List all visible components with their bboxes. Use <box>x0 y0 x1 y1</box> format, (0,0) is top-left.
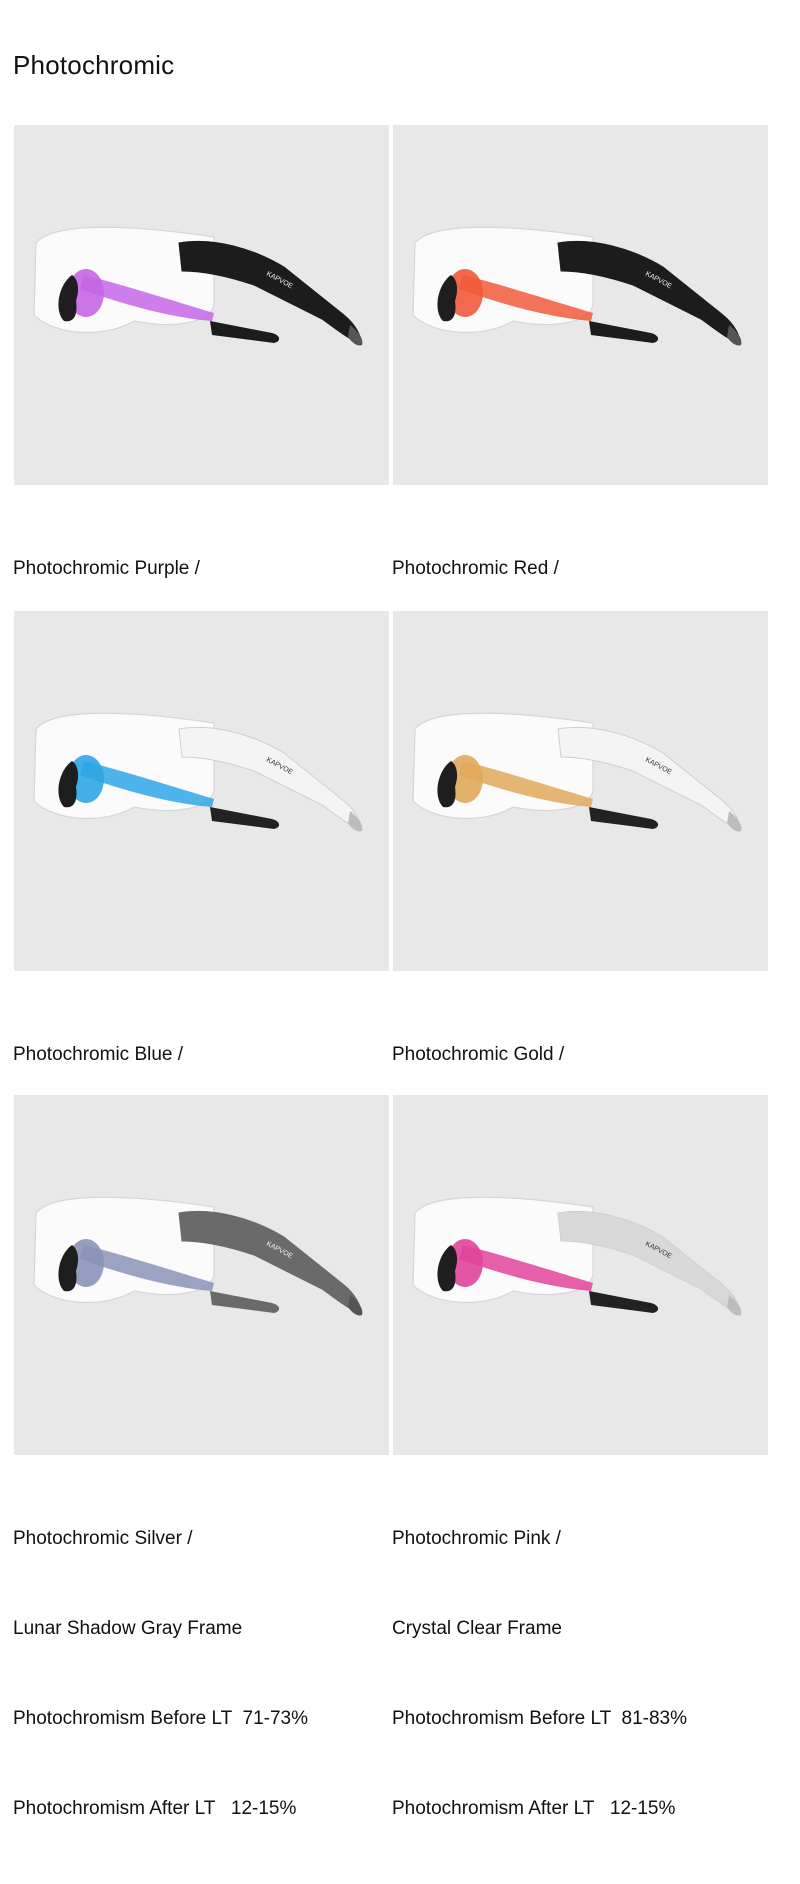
product-frame: Lunar Shadow Gray Frame <box>13 1618 243 1639</box>
temple-tip <box>589 321 658 343</box>
sunglasses-image <box>14 125 389 485</box>
brand-logo: KAPVOE <box>644 756 673 777</box>
product-image[interactable] <box>393 1095 768 1455</box>
product-image[interactable] <box>393 611 768 971</box>
product-name: Photochromic Blue / <box>13 1044 184 1065</box>
product-info <box>392 1464 772 1884</box>
product-image[interactable] <box>14 125 389 485</box>
product-image[interactable] <box>14 611 389 971</box>
brand-logo: KAPVOE <box>265 756 294 777</box>
product-before-lt: Photochromism Before LT 71-73% <box>13 1708 308 1729</box>
product-name: Photochromic Silver / <box>13 1528 193 1549</box>
brand-logo: KAPVOE <box>265 270 294 291</box>
sunglasses-image <box>393 611 768 971</box>
product-info <box>13 1464 393 1884</box>
sunglasses-image <box>393 125 768 485</box>
brand-logo: KAPVOE <box>644 1240 673 1261</box>
temple-tip <box>589 1291 658 1313</box>
temple-tip <box>210 807 279 829</box>
brand-logo: KAPVOE <box>644 270 673 291</box>
sunglasses-image <box>393 1095 768 1455</box>
product-after-lt: Photochromism After LT 12-15% <box>13 1798 297 1819</box>
temple-tip <box>589 807 658 829</box>
product-image[interactable] <box>14 1095 389 1455</box>
product-name: Photochromic Pink / <box>392 1528 561 1549</box>
product-name: Photochromic Purple / <box>13 558 200 579</box>
brand-logo: KAPVOE <box>265 1240 294 1261</box>
sunglasses-image <box>14 611 389 971</box>
temple-tip <box>210 1291 279 1313</box>
product-image[interactable] <box>393 125 768 485</box>
sunglasses-image <box>14 1095 389 1455</box>
product-name: Photochromic Red / <box>392 558 559 579</box>
section-title: Photochromic <box>13 50 175 80</box>
product-after-lt: Photochromism After LT 12-15% <box>392 1798 676 1819</box>
product-frame: Crystal Clear Frame <box>392 1618 562 1639</box>
product-name: Photochromic Gold / <box>392 1044 565 1065</box>
product-before-lt: Photochromism Before LT 81-83% <box>392 1708 687 1729</box>
temple-tip <box>210 321 279 343</box>
